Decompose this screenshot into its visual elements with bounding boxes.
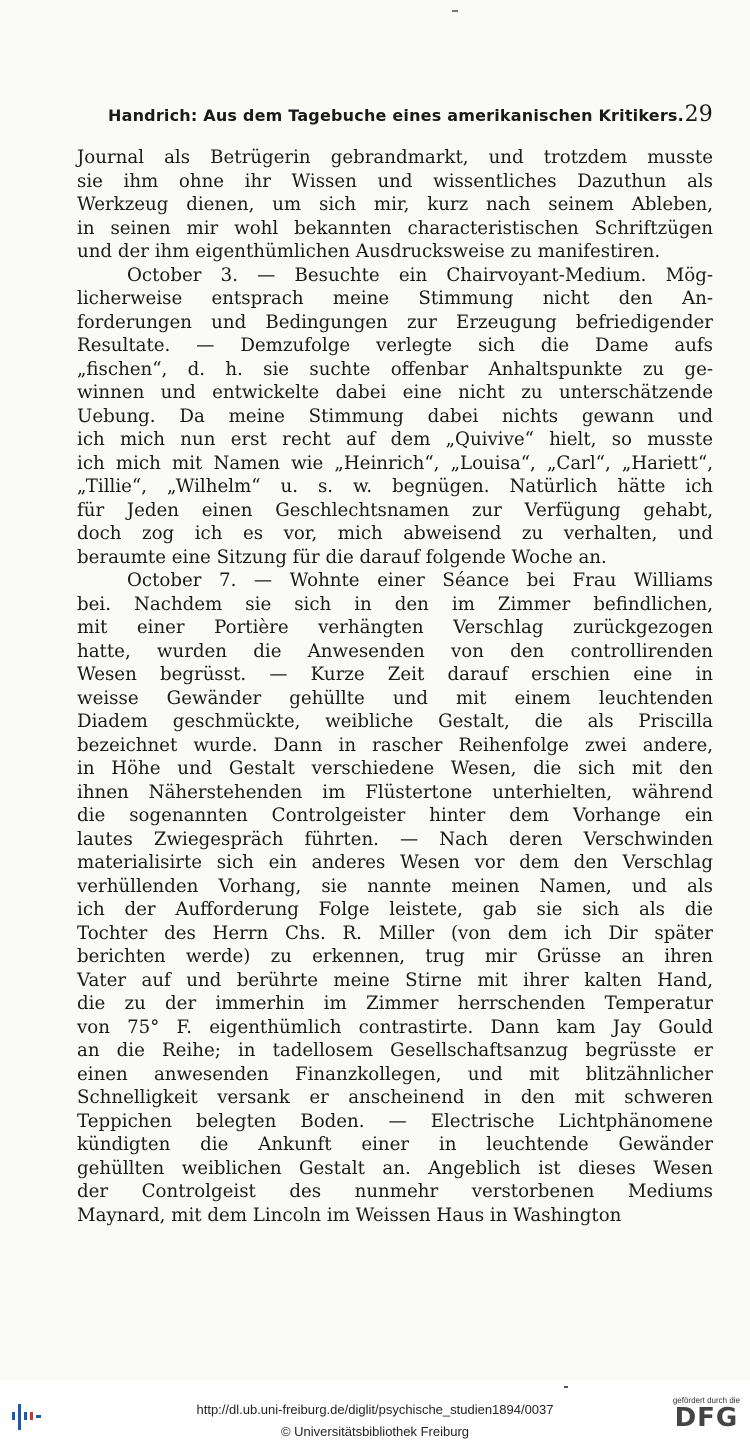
text-line: der Controlgeist des nunmehr verstorbenen Mediums [77,1181,713,1202]
text-line: Uebung. Da meine Stimmung dabei nichts gewann und [77,405,713,427]
text-line: gehüllten weiblichen Gestalt an. Angeblich ist dieses Wesen [77,1157,713,1179]
text-line: beraumte eine Sitzung für die darauf folgende Woche an. [77,546,607,568]
text-line: Schnelligkeit versank er anscheinend in den mit schweren [77,1087,713,1108]
text-line: und der ihm eigenthümlichen Ausdrucksweise zu manifestiren. [77,241,661,262]
body-text [77,146,713,1227]
text-line: forderungen und Bedingungen zur Erzeugung befriedigender [77,311,713,333]
page-number: 29 [684,102,713,127]
text-line: licherweise entsprach meine Stimmung nicht den An- [77,288,713,309]
text-line: Werkzeug dienen, um sich mir, kurz nach seinem Ableben, [77,194,713,215]
text-line: von 75° F. eigenthümlich contrastirte. Dann kam Jay Gould [77,1016,713,1038]
text-line: lautes Zwiegespräch führten. — Nach deren Verschwinden [77,828,713,850]
text-line: für Jeden einen Geschlechtsnamen zur Verfügung gehabt, [77,499,713,521]
text-line: Vater auf und berührte meine Stirne mit ihrer kalten Hand, [77,969,713,991]
footer [0,1380,750,1444]
text-line: Diadem geschmückte, weibliche Gestalt, die als Priscilla [77,711,713,732]
text-line: ihnen Näherstehenden im Flüstertone unterhielten, während [77,781,713,803]
text-line: sie ihm ohne ihr Wissen und wissentliches Dazuthun als [77,170,713,192]
text-line: bei. Nachdem sie sich in den im Zimmer befindlichen, [77,593,713,615]
dfg-logo [673,1396,740,1433]
text-line: weisse Gewänder gehüllte und mit einem leuchtenden [77,687,713,709]
scan-mark [564,1386,568,1388]
text-line: hatte, wurden die Anwesenden von den controllirenden [77,640,713,662]
text-line: winnen und entwickelte dabei eine nicht zu unterschätzende [77,382,713,403]
copyright-notice: © Universitätsbibliothek Freiburg [280,1424,470,1439]
scan-mark [452,10,458,12]
text-line: kündigten die Ankunft einer in leuchtende Gewänder [77,1134,713,1155]
text-line: Resultate. — Demzufolge verlegte sich die Dame aufs [77,335,713,356]
text-line: die sogenannten Controlgeister hinter dem Vorhange ein [77,805,713,826]
text-line: verhüllenden Vorhang, sie nannte meinen Namen, und als [77,875,713,897]
text-line: materialisirte sich ein anderes Wesen vor dem den Verschlag [77,852,713,873]
text-line: October 7. — Wohnte einer Séance bei Frau Williams [127,570,713,591]
text-line: an die Reihe; in tadellosem Gesellschaftsanzug begrüsste er [77,1040,713,1061]
text-line: Journal als Betrügerin gebrandmarkt, und trotzdem musste [77,147,713,168]
text-line: ich der Aufforderung Folge leistete, gab sie sich als die [77,899,713,920]
source-url[interactable]: http://dl.ub.uni-freiburg.de/diglit/psychische_studien1894/0037 [196,1402,554,1417]
text-line: Wesen begrüsst. — Kurze Zeit darauf erschien eine in [77,664,713,685]
dfg-wordmark: DFG [674,1403,739,1433]
text-line: Tochter des Herrn Chs. R. Miller (von dem ich Dir später [77,922,713,944]
text-line: in Höhe und Gestalt verschiedene Wesen, die sich mit den [77,758,713,779]
text-line: Teppichen belegten Boden. — Electrische Lichtphänomene [77,1110,713,1132]
text-line: „fischen“, d. h. sie suchte offenbar Anhaltspunkte zu ge- [77,358,713,380]
dfg-funded-by: gefördert durch die [672,1396,740,1405]
text-line: die zu der immerhin im Zimmer herrschenden Temperatur [77,993,713,1014]
text-line: „Tillie“, „Wilhelm“ u. s. w. begnügen. Natürlich hätte ich [77,476,713,497]
text-line: Maynard, mit dem Lincoln im Weissen Haus in Washington [77,1204,622,1226]
text-line: bezeichnet wurde. Dann in rascher Reihenfolge zwei andere, [77,734,713,756]
text-line: in seinen mir wohl bekannten characteristischen Schriftzügen [77,217,713,239]
running-head [108,102,713,127]
text-line: ich mich nun erst recht auf dem „Quivive“ hielt, so musste [77,429,713,450]
text-line: October 3. — Besuchte ein Chairvoyant-Medium. Mög- [127,264,713,286]
text-line: mit einer Portière verhängten Verschlag zurückgezogen [77,617,713,638]
text-line: berichten werde) zu erkennen, trug mir Grüsse an ihren [77,946,713,967]
running-title: Handrich: Aus dem Tagebuche eines amerikanischen Kritikers. [108,106,684,125]
text-line: einen anwesenden Finanzkollegen, und mit blitzähnlicher [77,1063,713,1085]
text-line: doch zog ich es vor, mich abweisend zu verhalten, und [77,523,713,544]
text-line: ich mich mit Namen wie „Heinrich“, „Louisa“, „Carl“, „Hariett“, [77,452,713,474]
